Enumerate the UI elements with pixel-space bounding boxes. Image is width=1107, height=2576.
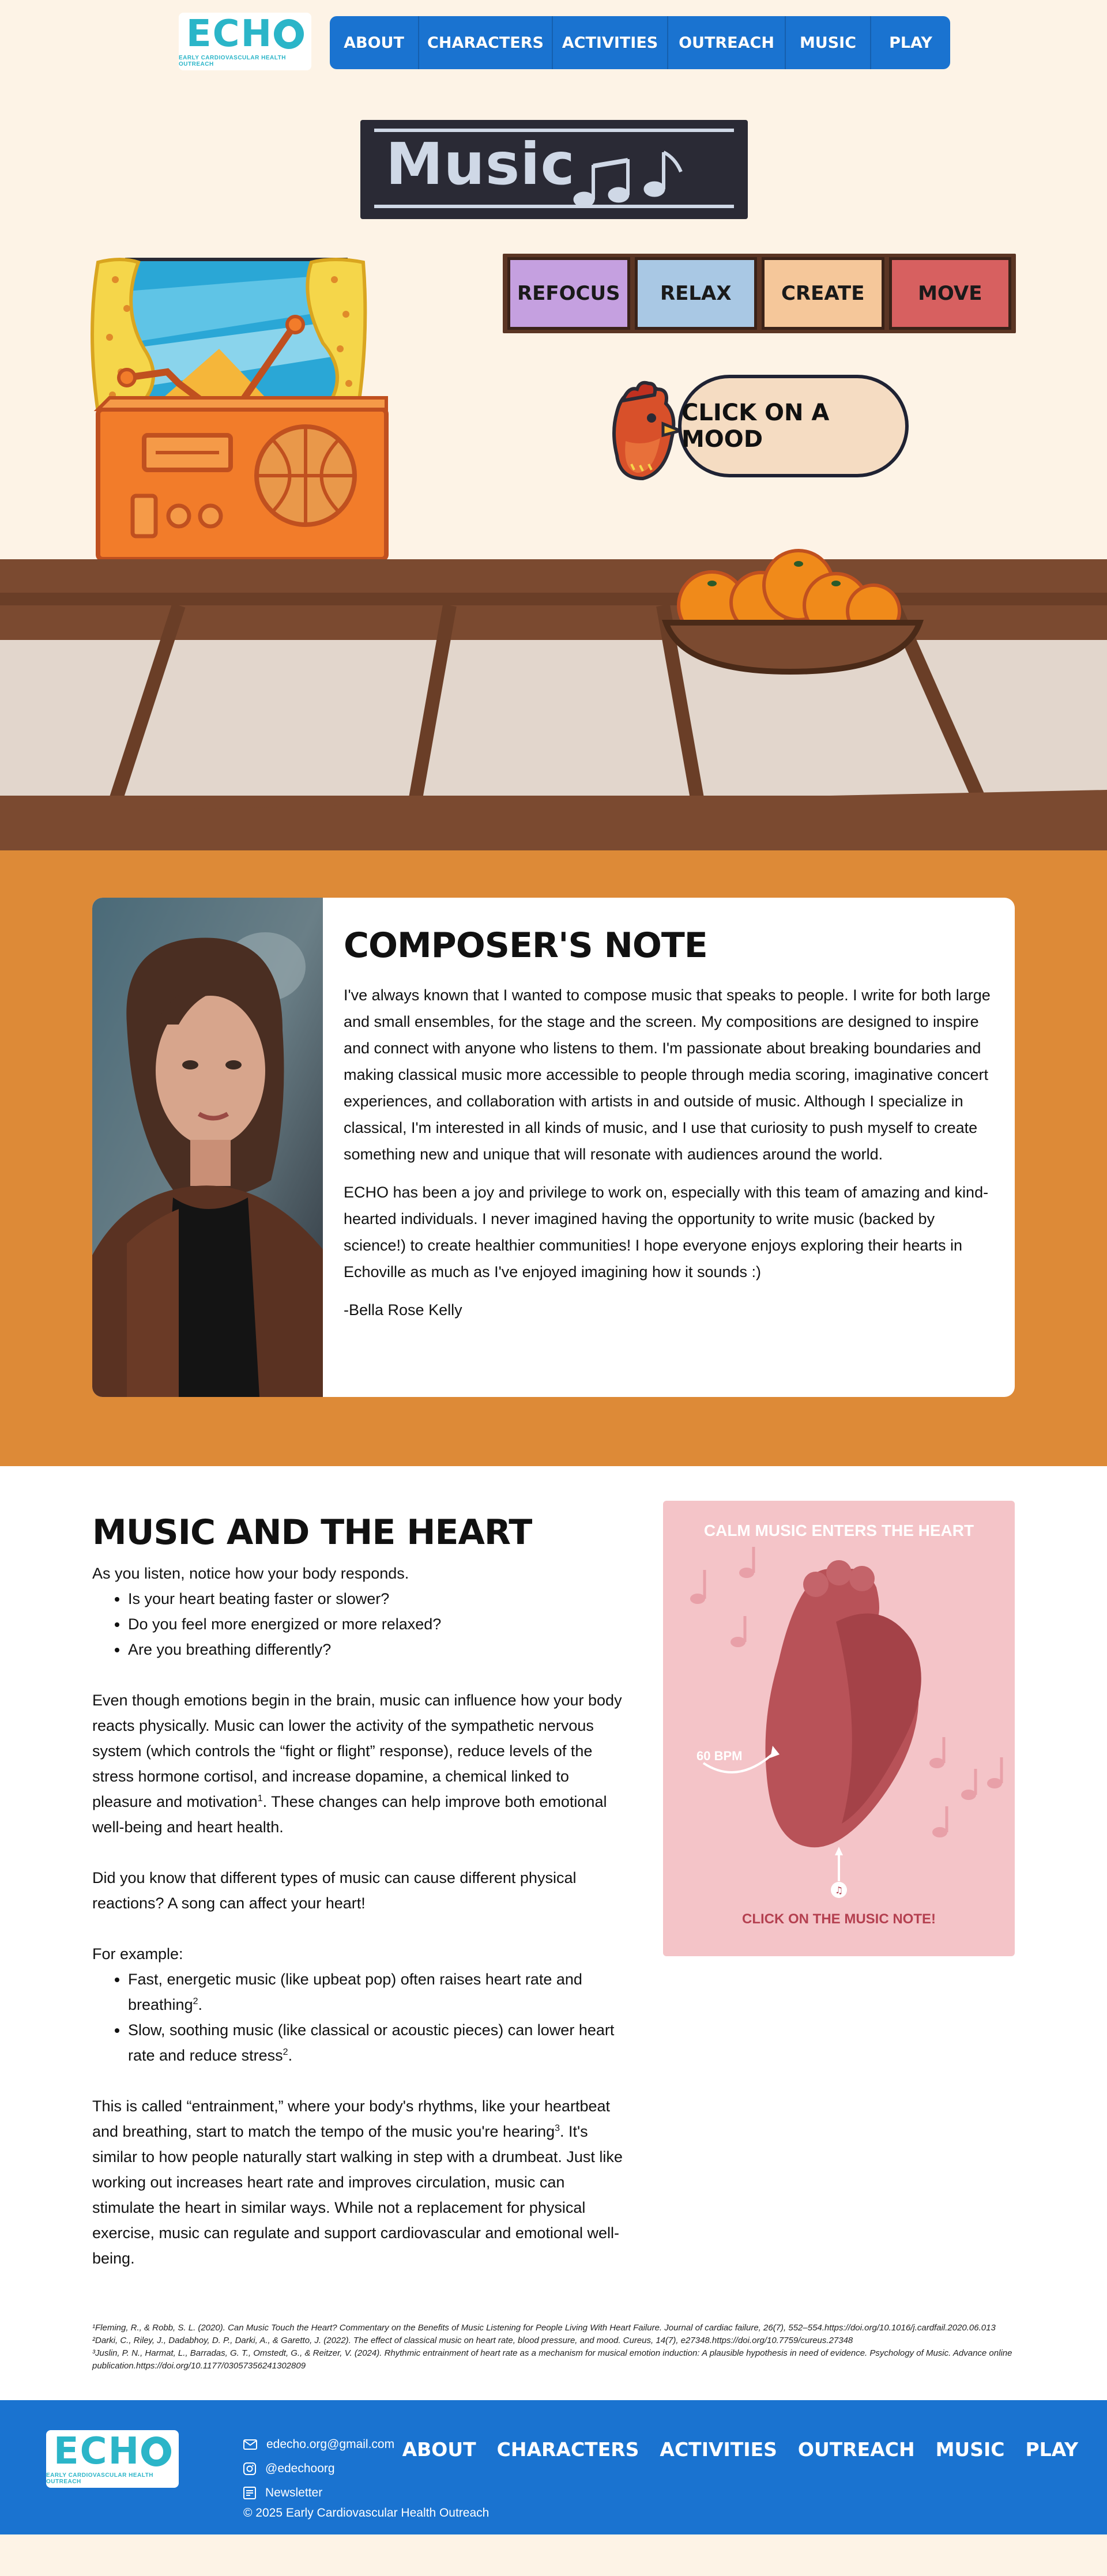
mood-create-button[interactable]: CREATE xyxy=(762,257,884,330)
heart-drop-icon xyxy=(141,2436,171,2466)
references xyxy=(92,2322,1015,2372)
mood-relax-button[interactable]: RELAX xyxy=(635,257,758,330)
table-illustration xyxy=(0,559,1107,850)
nav-activities[interactable]: ACTIVITIES xyxy=(553,16,668,69)
nav-play[interactable]: PLAY xyxy=(889,33,932,52)
list-item: • Slow, soothing music (like classical or acoustic pieces) can lower heart rate and reduce stress$^2$. xyxy=(128,2017,628,2068)
calm-music-card xyxy=(663,1501,1015,1956)
composer-section xyxy=(0,850,1107,1466)
logo-wordmark: ECH xyxy=(54,2433,171,2470)
site-header xyxy=(0,0,1107,81)
footer-nav xyxy=(402,2438,1078,2461)
mood-move-button[interactable]: MOVE xyxy=(889,257,1012,330)
nav-music[interactable]: MUSIC xyxy=(786,16,871,69)
footer-nav-play[interactable]: PLAY xyxy=(1025,2438,1078,2461)
newsletter-link[interactable]: Newsletter xyxy=(243,2481,394,2505)
orange-bowl-illustration xyxy=(660,519,925,675)
music-heart-text xyxy=(92,1512,628,2271)
nav-outreach[interactable]: OUTREACH xyxy=(668,16,786,69)
footnote-ref[interactable]: 1 xyxy=(257,1794,263,1803)
mood-selector xyxy=(503,254,1016,333)
music-note-cta[interactable]: CLICK ON THE MUSIC NOTE! xyxy=(742,1911,936,1927)
music-sign-title: Music xyxy=(386,130,575,198)
logo-tagline: EARLY CARDIOVASCULAR HEALTH OUTREACH xyxy=(46,2472,153,2485)
composer-text xyxy=(323,898,1015,1397)
heart-question-list xyxy=(92,1586,628,1662)
heart-paragraph-2: Did you know that different types of music can cause different physical reactions? A song can affect your heart! xyxy=(92,1869,577,1912)
mood-refocus-button[interactable]: REFOCUS xyxy=(507,257,630,330)
rooster-icon xyxy=(600,378,686,493)
calm-music-title: CALM MUSIC ENTERS THE HEART xyxy=(703,1522,974,1539)
mail-icon xyxy=(243,2439,257,2450)
footnote-ref[interactable]: 3 xyxy=(555,2123,560,2133)
instagram-link[interactable]: @edechoorg xyxy=(243,2457,394,2481)
click-mood-bubble: CLICK ON A MOOD xyxy=(678,375,909,477)
footer-logo[interactable] xyxy=(46,2430,179,2488)
list-item: • Fast, energetic music (like upbeat pop) often raises heart rate and breathing$^2$. xyxy=(128,1967,628,2017)
contact-list xyxy=(243,2432,394,2505)
list-item: • Is your heart beating faster or slower? xyxy=(128,1586,628,1611)
echo-logo[interactable] xyxy=(179,13,311,70)
music-scene xyxy=(0,81,1107,850)
footer-nav-activities[interactable]: ACTIVITIES xyxy=(660,2438,777,2461)
nav-about[interactable]: ABOUT xyxy=(330,16,419,69)
svg-text:♫: ♫ xyxy=(834,1885,844,1896)
music-heart-title: MUSIC AND THE HEART xyxy=(92,1512,532,1553)
nav-characters[interactable]: CHARACTERS xyxy=(419,16,553,69)
list-item: • Do you feel more energized or more relaxed? xyxy=(128,1611,628,1637)
email-link[interactable]: edecho.org@gmail.com xyxy=(243,2432,394,2457)
heart-paragraph-3: This is called “entrainment,” where your body's rhythms, like your heartbeat and breathing, start to match the tempo of the music you're hearing$^3$. It's similar to how people naturally start walking in step with a drumbeat. Just like working out increases heart rate and improves circulation, music can stimulate the heart in similar ways. While not a replacement for physical exercise, music can regulate and support cardiovascular and emotional well-being. xyxy=(92,2097,623,2267)
example-list xyxy=(92,1967,628,2068)
footer-nav-characters[interactable]: CHARACTERS xyxy=(496,2438,639,2461)
heart-drop-icon xyxy=(274,19,304,49)
reference-item: ¹Fleming, R., & Robb, S. L. (2020). Can Music Touch the Heart? Commentary on the Benefits of Music Listening for People Living With Heart Failure. Journal of cardiac failure, 26(7), 552–554.https://doi.org/10.1016/j.cardfail.2020.06.013 xyxy=(92,2323,996,2333)
main-nav xyxy=(330,16,950,69)
composer-title: COMPOSER'S NOTE xyxy=(344,925,707,966)
heart-paragraph-1: Even though emotions begin in the brain, music can influence how your body reacts physically. Music can lower the activity of the sympathetic nervous system (which controls the “fight or flight” response), reduce levels of the stress hormone cortisol, and increase dopamine, a chemical linked to pleasure and motivation$^1$. These changes can help improve both emotional well-being and heart health. xyxy=(92,1692,622,1836)
instagram-icon xyxy=(243,2462,256,2475)
copyright: © 2025 Early Cardiovascular Health Outreach xyxy=(243,2506,490,2519)
composer-portrait xyxy=(92,898,323,1397)
footer-nav-about[interactable]: ABOUT xyxy=(402,2438,476,2461)
composer-signature: -Bella Rose Kelly xyxy=(344,1301,462,1319)
reference-item: ²Darki, C., Riley, J., Dadabhoy, D. P., Darki, A., & Garetto, J. (2022). The effect of classical music on heart rate, blood pressure, and mood. Cureus, 14(7), e27348.https://doi.org/10.7759/cureus.27348 xyxy=(92,2336,853,2345)
site-footer xyxy=(0,2400,1107,2534)
music-sign xyxy=(360,120,748,219)
footnote-ref[interactable]: 2 xyxy=(193,1997,198,2006)
composer-paragraph: ECHO has been a joy and privilege to work on, especially with this team of amazing and kind-hearted individuals. I never imagined having the opportunity to write music (backed by science!) to create healthier communities! I hope everyone enjoys exploring their hearts in Echoville as much as I've enjoyed imagining how it sounds :) xyxy=(344,1184,989,1281)
logo-wordmark: ECH xyxy=(186,16,304,52)
window-radio-illustration xyxy=(86,257,398,562)
bpm-label: 60 BPM xyxy=(696,1749,743,1763)
reference-item: ³Juslin, P. N., Harmat, L., Barradas, G. T., Omstedt, G., & Reitzer, V. (2024). Rhythmic entrainment of heart rate as a mechanism for musical emotion induction: A plausible hypothesis in need of evidence. Psychology of Music. Advance online publication.https://doi.org/10.1177/03057356241302809 xyxy=(92,2348,1012,2371)
example-intro: For example: xyxy=(92,1945,183,1963)
newsletter-icon xyxy=(243,2487,256,2499)
logo-tagline: EARLY CARDIOVASCULAR HEALTH OUTREACH xyxy=(179,55,286,67)
footnote-ref[interactable]: 2 xyxy=(283,2047,288,2057)
list-item: • Are you breathing differently? xyxy=(128,1637,628,1662)
composer-paragraph: I've always known that I wanted to compose music that speaks to people. I write for both large and small ensembles, for the stage and the screen. My compositions are designed to inspire and connect with anyone who listens to them. I'm passionate about breaking boundaries and making classical music more accessible to people through media scoring, imaginative concert experiences, and collaboration with artists in and outside of music. Although I specialize in classical, I'm interested in all kinds of music, and I use that curiosity to push myself to create something new and unique that will resonate with audiences around the world. xyxy=(344,986,991,1163)
footer-nav-music[interactable]: MUSIC xyxy=(935,2438,1005,2461)
heart-illustration xyxy=(663,1501,1015,1956)
heart-intro: As you listen, notice how your body responds. xyxy=(92,1565,409,1582)
composer-card xyxy=(92,898,1015,1397)
music-heart-section xyxy=(0,1466,1107,2400)
footer-nav-outreach[interactable]: OUTREACH xyxy=(797,2438,915,2461)
